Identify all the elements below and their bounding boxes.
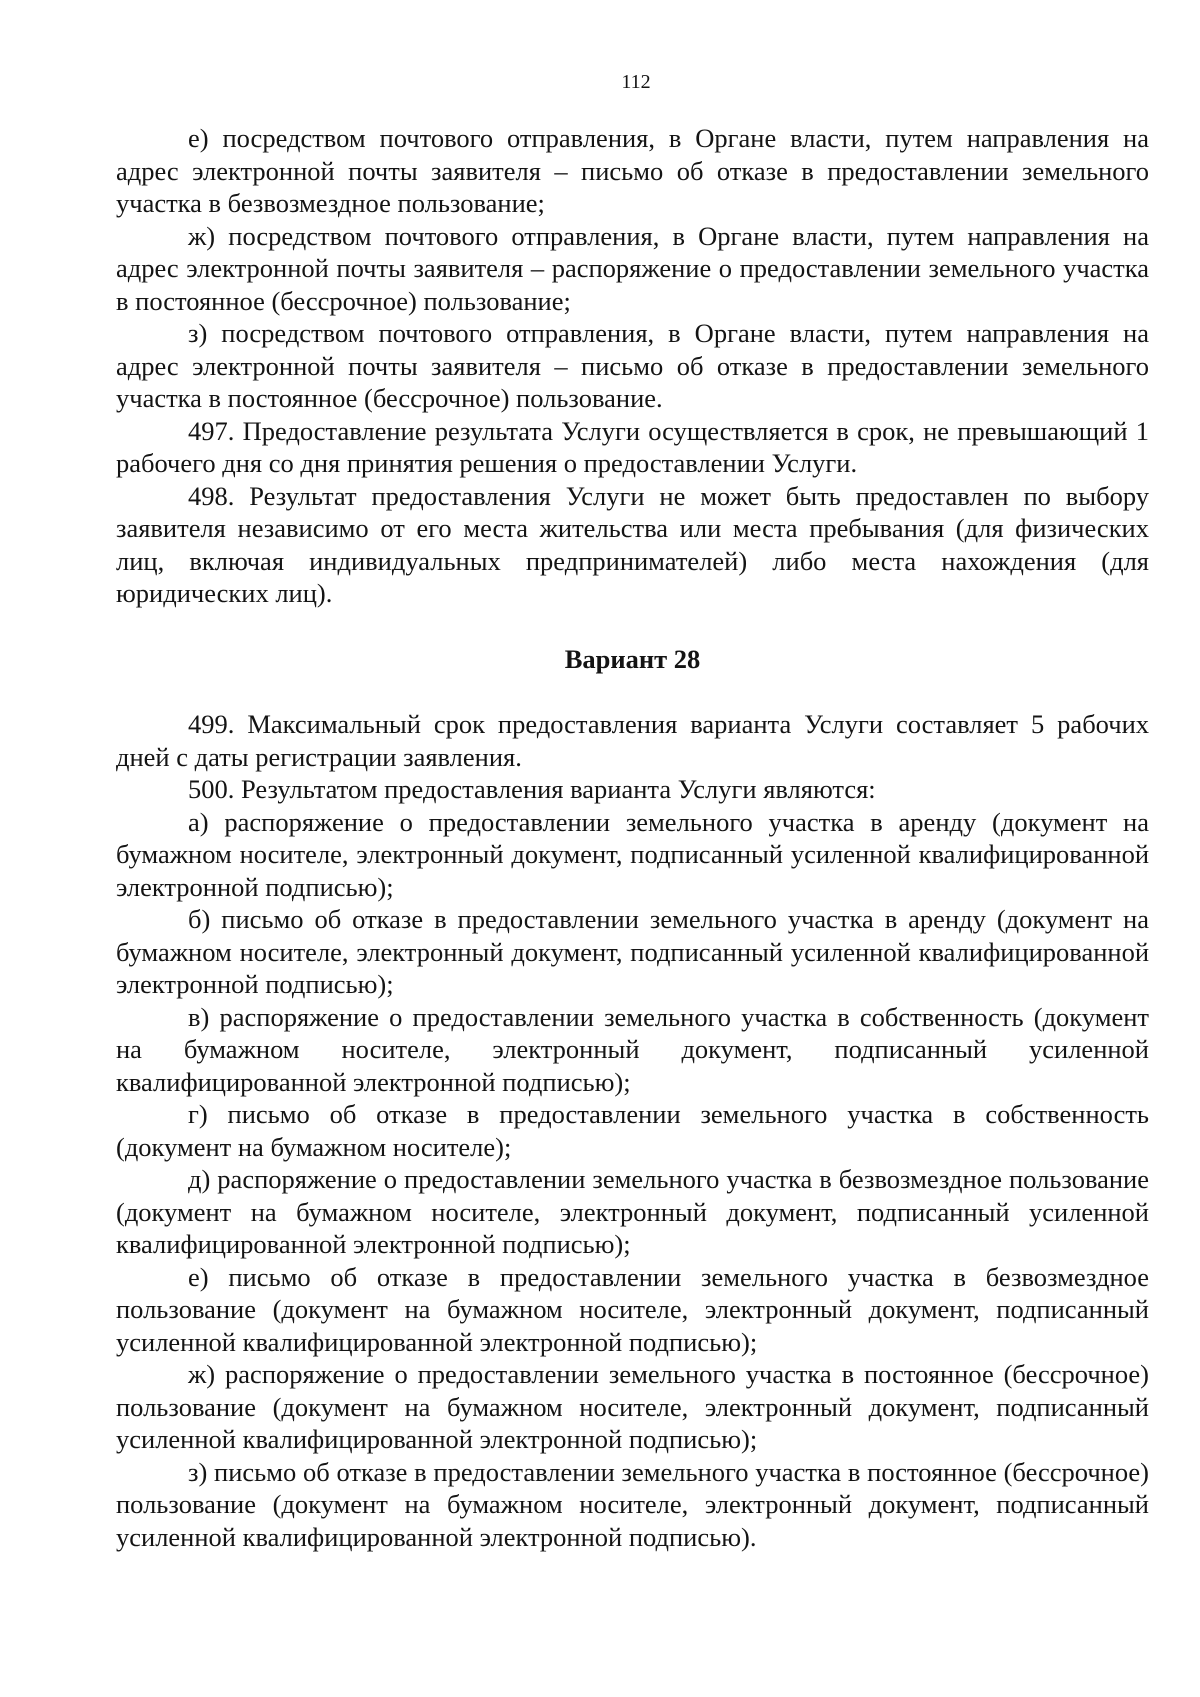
result-item-e: е) письмо об отказе в предоставлении земельного участка в безвозмездное пользование (документ на бумажном носителе, электронный документ, подписанный усиленной квалифицированной электронной подписью);	[116, 1261, 1149, 1357]
page-number: 112	[621, 71, 651, 93]
document-body	[116, 122, 1149, 1553]
paragraph-item-z: з) посредством почтового отправления, в Органе власти, путем направления на адрес электронной почты заявителя – письмо об отказе в предоставлении земельного участка в постоянное (бессрочное) пользование.	[116, 318, 1149, 413]
paragraph-498: 498. Результат предоставления Услуги не может быть предоставлен по выбору заявителя независимо от его места жительства или места пребывания (для физических лиц, включая индивидуальных предпринимателей) либо места нахождения (для юридических лиц).	[116, 480, 1149, 608]
paragraph-item-zh: ж) посредством почтового отправления, в Органе власти, путем направления на адрес электронной почты заявителя – распоряжение о предоставлении земельного участка в постоянное (бессрочное) пользование;	[116, 220, 1149, 316]
result-item-z: з) письмо об отказе в предоставлении земельного участка в постоянное (бессрочное) пользование (документ на бумажном носителе, электронный документ, подписанный усиленной квалифицированной электронной подписью).	[116, 1456, 1149, 1552]
paragraph-497: 497. Предоставление результата Услуги осуществляется в срок, не превышающий 1 рабочего дня со дня принятия решения о предоставлении Услуги.	[116, 415, 1149, 478]
result-item-b: б) письмо об отказе в предоставлении земельного участка в аренду (документ на бумажном носителе, электронный документ, подписанный усиленной квалифицированной электронной подписью);	[116, 904, 1149, 999]
paragraph-499: 499. Максимальный срок предоставления варианта Услуги составляет 5 рабочих дней с даты регистрации заявления.	[116, 709, 1149, 772]
result-item-a: а) распоряжение о предоставлении земельного участка в аренду (документ на бумажном носителе, электронный документ, подписанный усиленной квалифицированной электронной подписью);	[116, 806, 1149, 902]
result-item-g: г) письмо об отказе в предоставлении земельного участка в собственность (документ на бумажном носителе);	[116, 1099, 1149, 1162]
result-item-d: д) распоряжение о предоставлении земельного участка в безвозмездное пользование (документ на бумажном носителе, электронный документ, подписанный усиленной квалифицированной электронной подписью);	[116, 1164, 1149, 1259]
paragraph-item-e: е) посредством почтового отправления, в Органе власти, путем направления на адрес электронной почты заявителя – письмо об отказе в предоставлении земельного участка в безвозмездное пользование;	[116, 123, 1149, 218]
section-heading-variant-28: Вариант 28	[564, 643, 701, 674]
paragraph-500: 500. Результатом предоставления варианта Услуги являются:	[188, 774, 876, 804]
result-item-zh: ж) распоряжение о предоставлении земельного участка в постоянное (бессрочное) пользование (документ на бумажном носителе, электронный документ, подписанный усиленной квалифицированной электронной подписью);	[116, 1359, 1149, 1454]
result-item-v: в) распоряжение о предоставлении земельного участка в собственность (документ на бумажном носителе, электронный документ, подписанный усиленной квалифицированной электронной подписью);	[116, 1001, 1149, 1097]
